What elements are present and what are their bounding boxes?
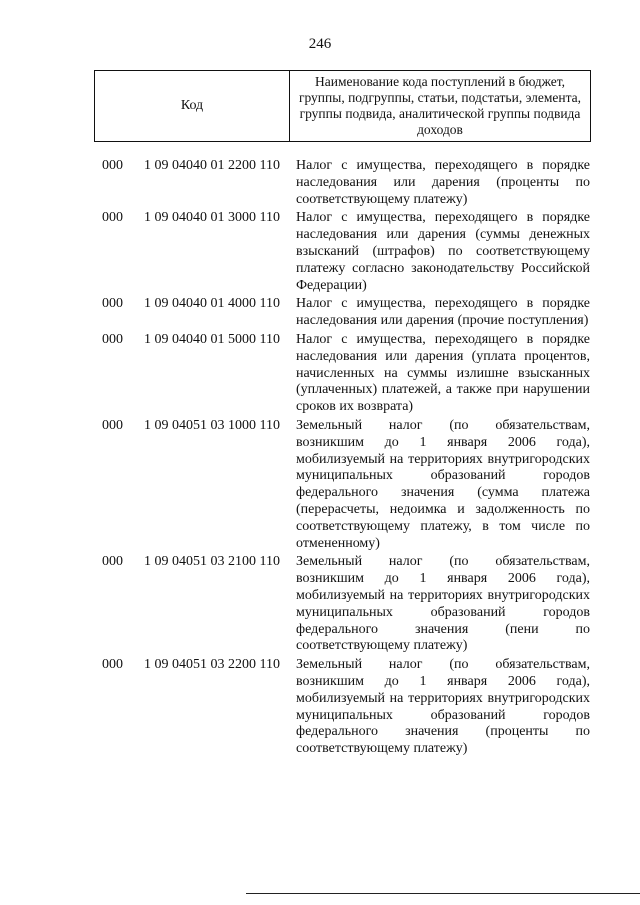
revenue-name: Налог с имущества, переходящего в порядке наследования или дарения (прочие поступления) [296, 296, 590, 329]
revenue-name: Налог с имущества, переходящего в порядке наследования или дарения (уплата процентов, начисленных на суммы излишне взысканных (уплаченных) платежей, а также при нарушении сроков их возврата) [296, 331, 590, 415]
table-row [102, 296, 590, 330]
table-row [102, 158, 590, 208]
table-row [102, 554, 590, 655]
table-row [102, 210, 590, 294]
table-body [102, 158, 590, 760]
revenue-code: 1 09 04040 01 4000 110 [144, 296, 280, 312]
table-row [102, 332, 590, 416]
revenue-name: Налог с имущества, переходящего в порядке наследования или дарения (суммы денежных взысканий (штрафов) по соответствующему платежу согласно законодательству Российской Федерации) [296, 210, 590, 293]
revenue-name: Земельный налог (по обязательствам, возникшим до 1 января 2006 года), мобилизуемый на территориях внутригородских муниципальных образований городов федерального значения (пени по соответствующему платежу) [296, 554, 590, 654]
revenue-code: 1 09 04051 03 2100 110 [144, 554, 280, 570]
header-code-label: Код [95, 71, 290, 141]
page-number: 246 [308, 36, 332, 52]
header-name-label: Наименование кода поступлений в бюджет, группы, подгруппы, статьи, подстатьи, элемента, группы подвида, аналитической группы подвида доходов [298, 74, 582, 137]
revenue-code: 1 09 04040 01 3000 110 [144, 210, 280, 226]
revenue-name: Земельный налог (по обязательствам, возникшим до 1 января 2006 года), мобилизуемый на территориях внутригородских муниципальных образований городов федерального значения (проценты по соответствующему платежу) [296, 657, 590, 757]
admin-code: 000 [102, 210, 123, 226]
admin-code: 000 [102, 554, 123, 570]
scan-edge-line [246, 893, 640, 894]
admin-code: 000 [102, 417, 123, 433]
admin-code: 000 [102, 158, 123, 173]
revenue-name: Земельный налог (по обязательствам, возникшим до 1 января 2006 года), мобилизуемый на территориях внутригородских муниципальных образований городов федерального значения (сумма платежа (перерасчеты, недоимка и задолженность по соответствующему платежу, в том числе по отмененному) [296, 417, 590, 551]
revenue-code: 1 09 04040 01 5000 110 [144, 331, 280, 347]
admin-code: 000 [102, 331, 123, 347]
revenue-code: 1 09 04040 01 2200 110 [144, 158, 280, 173]
table-row [102, 418, 590, 552]
revenue-code: 1 09 04051 03 1000 110 [144, 417, 280, 433]
admin-code: 000 [102, 657, 123, 673]
table-row [102, 657, 590, 758]
admin-code: 000 [102, 296, 123, 312]
revenue-name: Налог с имущества, переходящего в порядке наследования или дарения (проценты по соответствующему платежу) [296, 158, 590, 207]
table-header [94, 70, 591, 142]
revenue-code: 1 09 04051 03 2200 110 [144, 657, 280, 673]
